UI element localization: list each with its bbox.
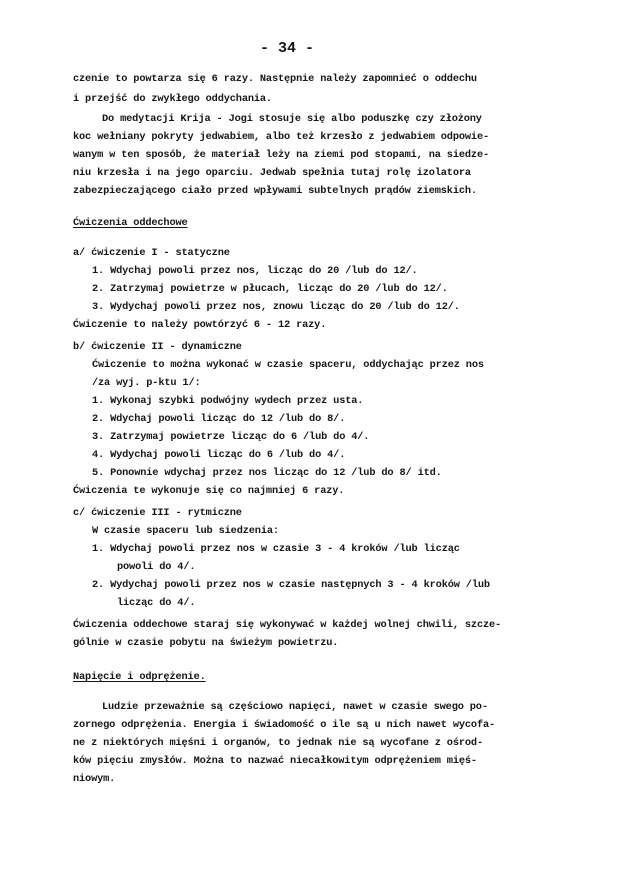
- text-line: Ćwiczenia oddechowe staraj się wykonywać w każdej wolnej chwili, szcze-: [73, 619, 502, 631]
- text-line: Ćwiczenie to można wykonać w czasie spaceru, oddychając przez nos: [92, 359, 484, 371]
- list-item: 1. Wykonaj szybki podwójny wydech przez usta.: [92, 395, 364, 407]
- text-line: koc wełniany pokryty jedwabiem, albo też krzesło z jedwabiem odpowie-: [73, 131, 490, 143]
- text-line: zornego odprężenia. Energia i świadomość o ile są u nich nawet wycofa-: [73, 719, 496, 731]
- list-item: 2. Zatrzymaj powietrze w płucach, licząc do 20 /lub do 12/.: [92, 283, 448, 295]
- text-line: ków pięciu zmysłów. Można to nazwać niecałkowitym odprężeniem mięś-: [73, 755, 477, 767]
- page-number: - 34 -: [260, 40, 315, 57]
- text-line: Do medytacji Krija - Jogi stosuje się albo poduszkę czy złożony: [102, 113, 482, 125]
- text-line: niu krzesła i na jego oparciu. Jedwab spełnia tutaj rolę izolatora: [73, 167, 471, 179]
- list-item: 2. Wdychaj powoli licząc do 12 /lub do 8/.: [92, 413, 346, 425]
- text-line: Ćwiczenia te wykonuje się co najmniej 6 razy.: [73, 485, 345, 497]
- exercise-heading: b/ ćwiczenie II - dynamiczne: [73, 341, 242, 353]
- section-heading: Napięcie i odprężenie.: [73, 671, 206, 683]
- text-line: Ćwiczenie to należy powtórzyć 6 - 12 razy.: [73, 319, 327, 331]
- exercise-heading: a/ ćwiczenie I - statyczne: [73, 247, 230, 259]
- text-line: W czasie spaceru lub siedzenia:: [92, 525, 279, 537]
- list-item: 4. Wydychaj powoli licząc do 6 /lub do 4/.: [92, 449, 346, 461]
- section-heading: Ćwiczenia oddechowe: [73, 217, 188, 229]
- list-item: 3. Zatrzymaj powietrze licząc do 6 /lub do 4/.: [92, 431, 370, 443]
- text-line: niowym.: [73, 773, 116, 785]
- list-item: 5. Ponownie wdychaj przez nos licząc do 12 /lub do 8/ itd.: [92, 467, 442, 479]
- text-line: i przejść do zwykłego oddychania.: [73, 93, 272, 105]
- text-line: ne z niektórych mięśni i organów, to jednak nie są wycofane z ośrod-: [73, 737, 483, 749]
- exercise-heading: c/ ćwiczenie III - rytmiczne: [73, 507, 242, 519]
- list-item-continuation: licząc do 4/.: [117, 597, 196, 609]
- text-line: /za wyj. p-ktu 1/:: [92, 377, 201, 389]
- text-line: Ludzie przeważnie są częściowo napięci, nawet w czasie swego po-: [102, 701, 488, 713]
- text-line: wanym w ten sposób, że materiał leży na ziemi pod stopami, na siedze-: [73, 149, 490, 161]
- list-item: 1. Wdychaj powoli przez nos, licząc do 20 /lub do 12/.: [92, 265, 418, 277]
- list-item: 3. Wydychaj powoli przez nos, znowu licząc do 20 /lub do 12/.: [92, 301, 460, 313]
- list-item-continuation: powoli do 4/.: [117, 561, 196, 573]
- text-line: czenie to powtarza się 6 razy. Następnie należy zapomnieć o oddechu: [73, 73, 477, 85]
- text-line: zabezpieczającego ciało przed wpływami subtelnych prądów ziemskich.: [73, 185, 477, 197]
- list-item: 2. Wydychaj powoli przez nos w czasie następnych 3 - 4 kroków /lub: [92, 579, 490, 591]
- list-item: 1. Wdychaj powoli przez nos w czasie 3 - 4 kroków /lub licząc: [92, 543, 460, 555]
- text-line: gólnie w czasie pobytu na świeżym powietrzu.: [73, 637, 339, 649]
